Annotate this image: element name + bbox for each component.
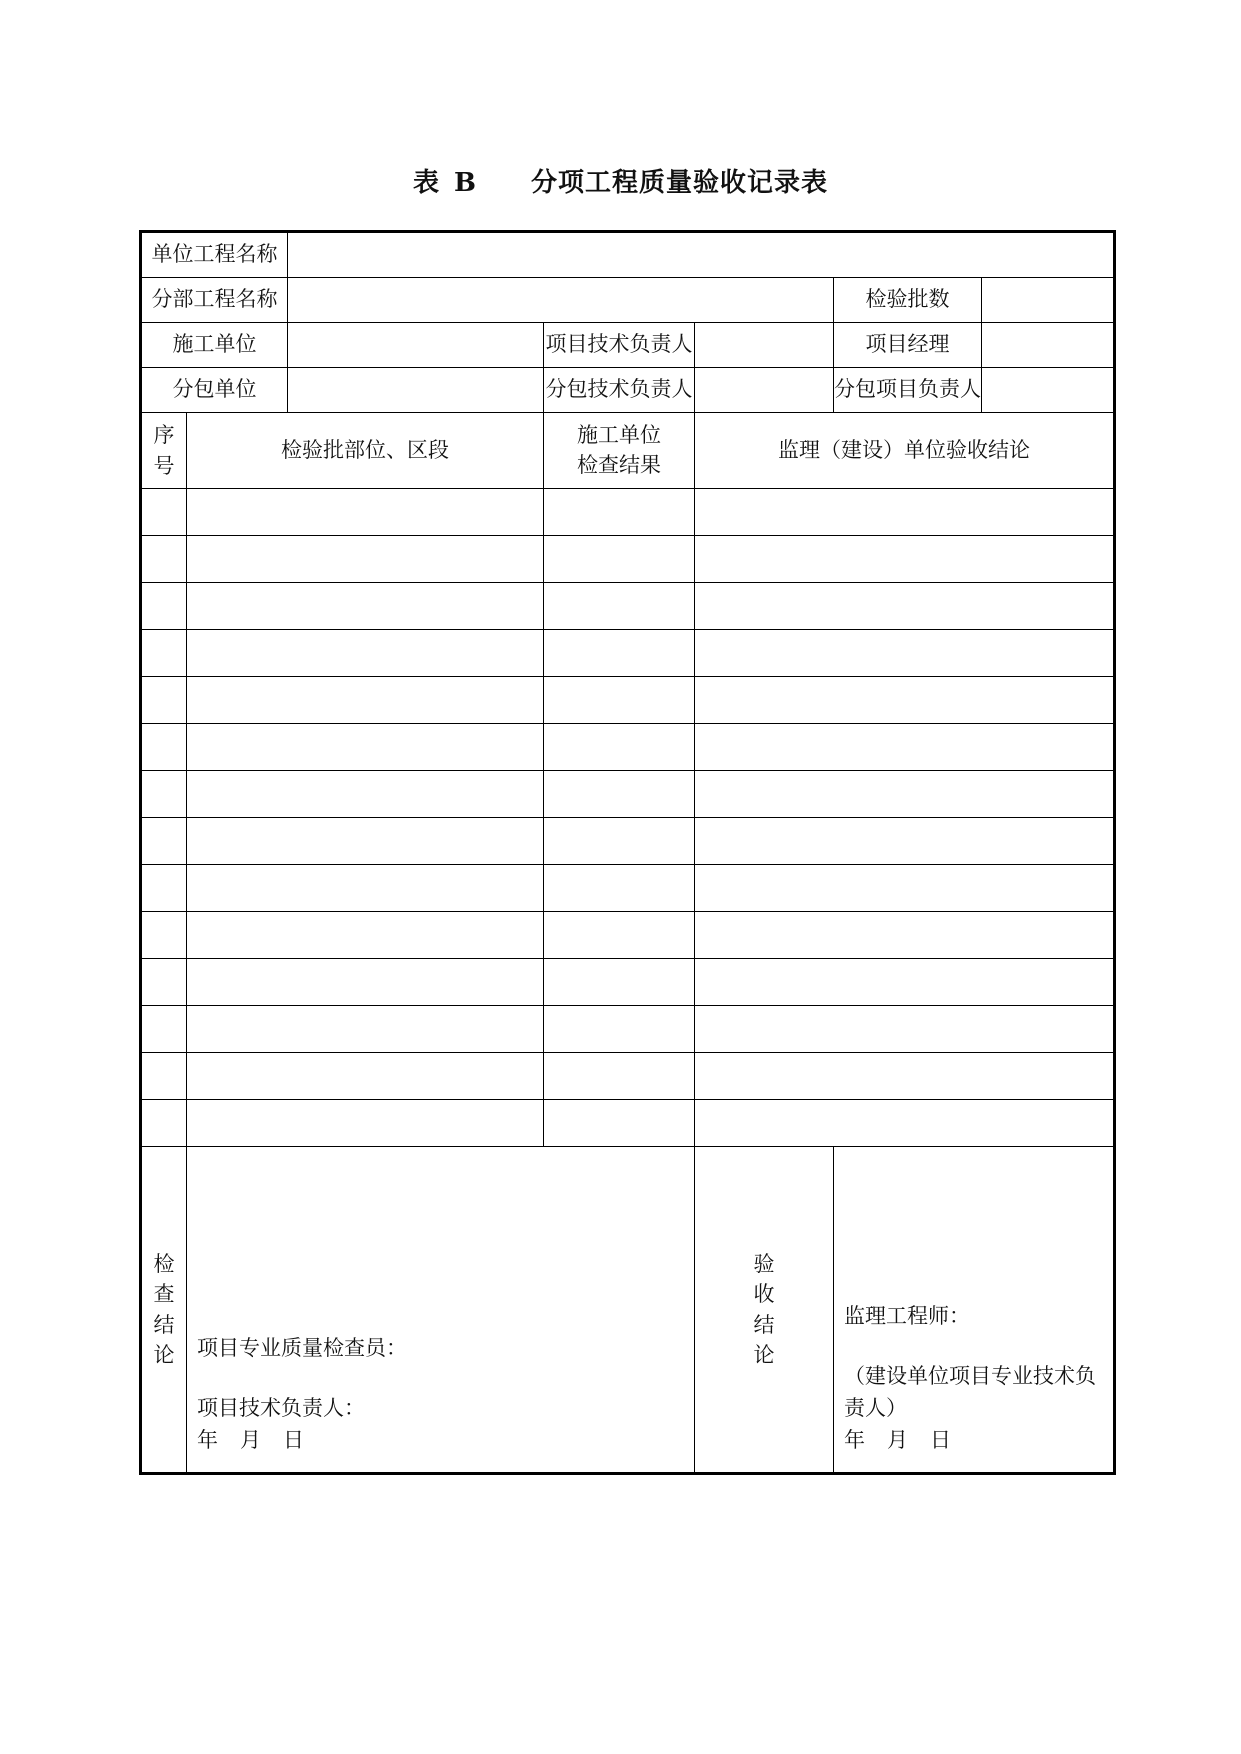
row-conclusion[interactable] — [695, 630, 1115, 677]
supervising-engineer-label: 监理工程师： — [844, 1304, 970, 1328]
row-conclusion[interactable] — [695, 1100, 1115, 1147]
row-result[interactable] — [544, 959, 695, 1006]
row-result[interactable] — [544, 536, 695, 583]
location-header: 检验批部位、区段 — [187, 413, 544, 489]
row-conclusion[interactable] — [695, 724, 1115, 771]
acceptance-date-day: 日 — [930, 1428, 951, 1452]
row-location[interactable] — [187, 865, 544, 912]
row-location[interactable] — [187, 959, 544, 1006]
sub-project-label: 分部工程名称 — [141, 278, 288, 323]
contractor-result-header — [544, 413, 695, 489]
sub-project-row — [141, 278, 1115, 323]
row-seq[interactable] — [141, 912, 187, 959]
table-row — [141, 1053, 1115, 1100]
row-result[interactable] — [544, 865, 695, 912]
inspector-label: 项目专业质量检查员： — [197, 1336, 407, 1360]
check-conclusion-body[interactable] — [187, 1147, 695, 1474]
owner-rep-label: （建设单位项目专业技术负责人） — [844, 1364, 1096, 1420]
title-text: 分项工程质量验收记录表 — [530, 168, 828, 198]
row-conclusion[interactable] — [695, 677, 1115, 724]
row-location[interactable] — [187, 724, 544, 771]
row-seq[interactable] — [141, 818, 187, 865]
unit-project-label: 单位工程名称 — [141, 232, 288, 278]
sub-project-value[interactable] — [288, 278, 834, 323]
sub-project-lead-value[interactable] — [982, 368, 1115, 413]
sub-project-lead-label: 分包项目负责人 — [834, 368, 982, 413]
table-row — [141, 865, 1115, 912]
project-manager-value[interactable] — [982, 323, 1115, 368]
row-seq[interactable] — [141, 724, 187, 771]
seq-header — [141, 413, 187, 489]
row-result[interactable] — [544, 1053, 695, 1100]
table-row — [141, 630, 1115, 677]
form-table-frame — [139, 230, 1113, 1469]
row-conclusion[interactable] — [695, 912, 1115, 959]
check-date-year: 年 — [197, 1428, 218, 1452]
form-title — [0, 163, 1241, 203]
table-row — [141, 1006, 1115, 1053]
check-date-day: 日 — [283, 1428, 304, 1452]
row-location[interactable] — [187, 771, 544, 818]
batch-count-label: 检验批数 — [834, 278, 982, 323]
contractor-value[interactable] — [288, 323, 544, 368]
check-date — [197, 1424, 684, 1456]
subcontractor-value[interactable] — [288, 368, 544, 413]
subcontractor-label: 分包单位 — [141, 368, 288, 413]
row-result[interactable] — [544, 630, 695, 677]
table-row — [141, 818, 1115, 865]
check-tech-lead-label: 项目技术负责人： — [197, 1396, 365, 1420]
sub-tech-lead-value[interactable] — [695, 368, 834, 413]
row-location[interactable] — [187, 630, 544, 677]
acceptance-date — [844, 1424, 1103, 1456]
check-conclusion-label: 检查结论 — [153, 1251, 175, 1367]
row-result[interactable] — [544, 583, 695, 630]
row-seq[interactable] — [141, 630, 187, 677]
row-conclusion[interactable] — [695, 1053, 1115, 1100]
acceptance-conclusion-label: 验收结论 — [753, 1251, 775, 1367]
row-conclusion[interactable] — [695, 1006, 1115, 1053]
row-location[interactable] — [187, 912, 544, 959]
table-row — [141, 959, 1115, 1006]
supervisor-conclusion-header: 监理（建设）单位验收结论 — [695, 413, 1115, 489]
row-seq[interactable] — [141, 489, 187, 536]
acceptance-conclusion-label-cell — [695, 1147, 834, 1474]
seq-header-text: 序号 — [153, 423, 175, 478]
row-location[interactable] — [187, 677, 544, 724]
row-conclusion[interactable] — [695, 865, 1115, 912]
subcontractor-row — [141, 368, 1115, 413]
row-seq[interactable] — [141, 1053, 187, 1100]
contractor-result-header-line1: 施工单位 — [577, 423, 661, 448]
row-location[interactable] — [187, 536, 544, 583]
row-seq[interactable] — [141, 771, 187, 818]
project-manager-label: 项目经理 — [834, 323, 982, 368]
acceptance-conclusion-body[interactable] — [834, 1147, 1115, 1474]
table-row — [141, 677, 1115, 724]
acceptance-date-month: 月 — [887, 1428, 908, 1452]
tech-lead-value[interactable] — [695, 323, 834, 368]
row-seq[interactable] — [141, 959, 187, 1006]
title-prefix: 表 — [412, 168, 440, 198]
row-result[interactable] — [544, 1100, 695, 1147]
row-location[interactable] — [187, 1053, 544, 1100]
table-row — [141, 724, 1115, 771]
column-header-row — [141, 413, 1115, 489]
conclusion-row — [141, 1147, 1115, 1474]
table-row — [141, 1100, 1115, 1147]
contractor-row — [141, 323, 1115, 368]
row-result[interactable] — [544, 771, 695, 818]
row-conclusion[interactable] — [695, 818, 1115, 865]
check-conclusion-label-cell — [141, 1147, 187, 1474]
row-location[interactable] — [187, 489, 544, 536]
tech-lead-label: 项目技术负责人 — [544, 323, 695, 368]
unit-project-row — [141, 232, 1115, 278]
acceptance-record-table — [139, 230, 1116, 1475]
row-result[interactable] — [544, 1006, 695, 1053]
table-row — [141, 912, 1115, 959]
row-result[interactable] — [544, 724, 695, 771]
table-row — [141, 583, 1115, 630]
row-result[interactable] — [544, 818, 695, 865]
row-conclusion[interactable] — [695, 536, 1115, 583]
contractor-label: 施工单位 — [141, 323, 288, 368]
batch-count-value[interactable] — [982, 278, 1115, 323]
unit-project-value[interactable] — [288, 232, 1115, 278]
row-seq[interactable] — [141, 536, 187, 583]
title-code: B — [454, 168, 477, 198]
row-result[interactable] — [544, 489, 695, 536]
row-location[interactable] — [187, 1100, 544, 1147]
row-location[interactable] — [187, 583, 544, 630]
row-conclusion[interactable] — [695, 959, 1115, 1006]
row-conclusion[interactable] — [695, 489, 1115, 536]
row-conclusion[interactable] — [695, 771, 1115, 818]
sub-tech-lead-label: 分包技术负责人 — [544, 368, 695, 413]
row-seq[interactable] — [141, 583, 187, 630]
contractor-result-header-line2: 检查结果 — [577, 452, 661, 477]
check-date-month: 月 — [240, 1428, 261, 1452]
row-result[interactable] — [544, 677, 695, 724]
table-row — [141, 536, 1115, 583]
row-conclusion[interactable] — [695, 583, 1115, 630]
row-location[interactable] — [187, 1006, 544, 1053]
row-location[interactable] — [187, 818, 544, 865]
row-seq[interactable] — [141, 865, 187, 912]
row-seq[interactable] — [141, 1006, 187, 1053]
acceptance-date-year: 年 — [844, 1428, 865, 1452]
table-row — [141, 489, 1115, 536]
row-result[interactable] — [544, 912, 695, 959]
row-seq[interactable] — [141, 1100, 187, 1147]
table-row — [141, 771, 1115, 818]
row-seq[interactable] — [141, 677, 187, 724]
